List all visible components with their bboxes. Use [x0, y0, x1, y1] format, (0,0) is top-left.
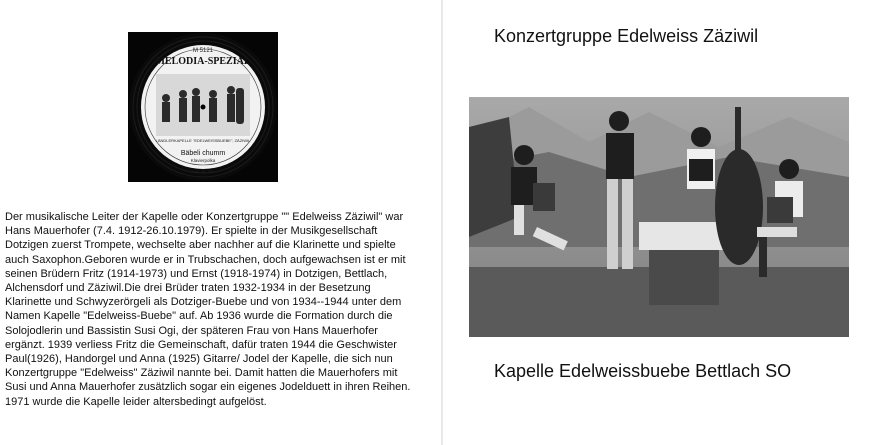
- band-photo-image: [469, 97, 849, 337]
- left-page: [0, 0, 441, 445]
- title-bottom: Kapelle Edelweissbuebe Bettlach SO: [494, 361, 792, 381]
- record-rim-text: LÄNDLERKAPELLE "EDELWEISSBUEBE", ZÄZIWIL: [155, 138, 251, 143]
- record-brand: MELODIA-SPEZIAL: [155, 56, 251, 67]
- biography-text: Der musikalische Leiter der Kapelle oder Konzertgruppe "" Edelweiss Zäziwil" war Hans Mauerhofer (7.4. 1912-26.10.1979). Er spielte in der Musikgesellschaft Dotzigen zuerst Trompete, wechselte aber nachher auf die Klarinette und spielte auch Saxophon.Geboren wurde er in Trubschachen, doch aufgewachsen ist er mit seinen Brüdern Fritz (1914-1973) und Ernst (1918-1974) in Dotzigen, Bettlach, Alchensdorf und Zäziwil.Die drei Brüder traten 1932-1934 in der Besetzung Klarinette und Schwyzerörgeli als Dotziger-Buebe und von 1934--1944 unter dem Namen Kapelle "Edelweiss-Buebe" auf. Ab 1936 wurde die Formation durch die Solojodlerin und Bassistin Susi Ogi, der späteren Frau von Hans Mauerhofer ergänzt. 1939 verliess Fritz die Gemeinschaft, dafür traten 1944 die Geschwister Paul(1926), Handorgel und Anna (1925) Gitarre/ Jodel der Kapelle, die sich nun Konzertgruppe "Edelweiss" Zäziwil nannte bei. Damit hatten die Mauerhofers mit Susi und Anna Mauerhofer zusätzlich sogar ein eigenes Jodelduett in ihren Reihen. 1971 wurde die Kapelle leider altersbedingt aufgelöst.: [5, 211, 411, 408]
- title-top: Konzertgruppe Edelweiss Zäziwil: [494, 26, 759, 46]
- record-song-title: Bäbeli chumm: [180, 150, 226, 157]
- record-graphic: [128, 32, 278, 182]
- band-photo-graphic: [469, 97, 849, 337]
- record-matrix: Matr. Nr. 540: [191, 169, 215, 174]
- right-page: [443, 0, 888, 445]
- record-song-genre: Klavierpolka: [190, 158, 216, 163]
- record-catalog: M 5121: [192, 48, 214, 54]
- vinyl-record-image: [128, 32, 278, 182]
